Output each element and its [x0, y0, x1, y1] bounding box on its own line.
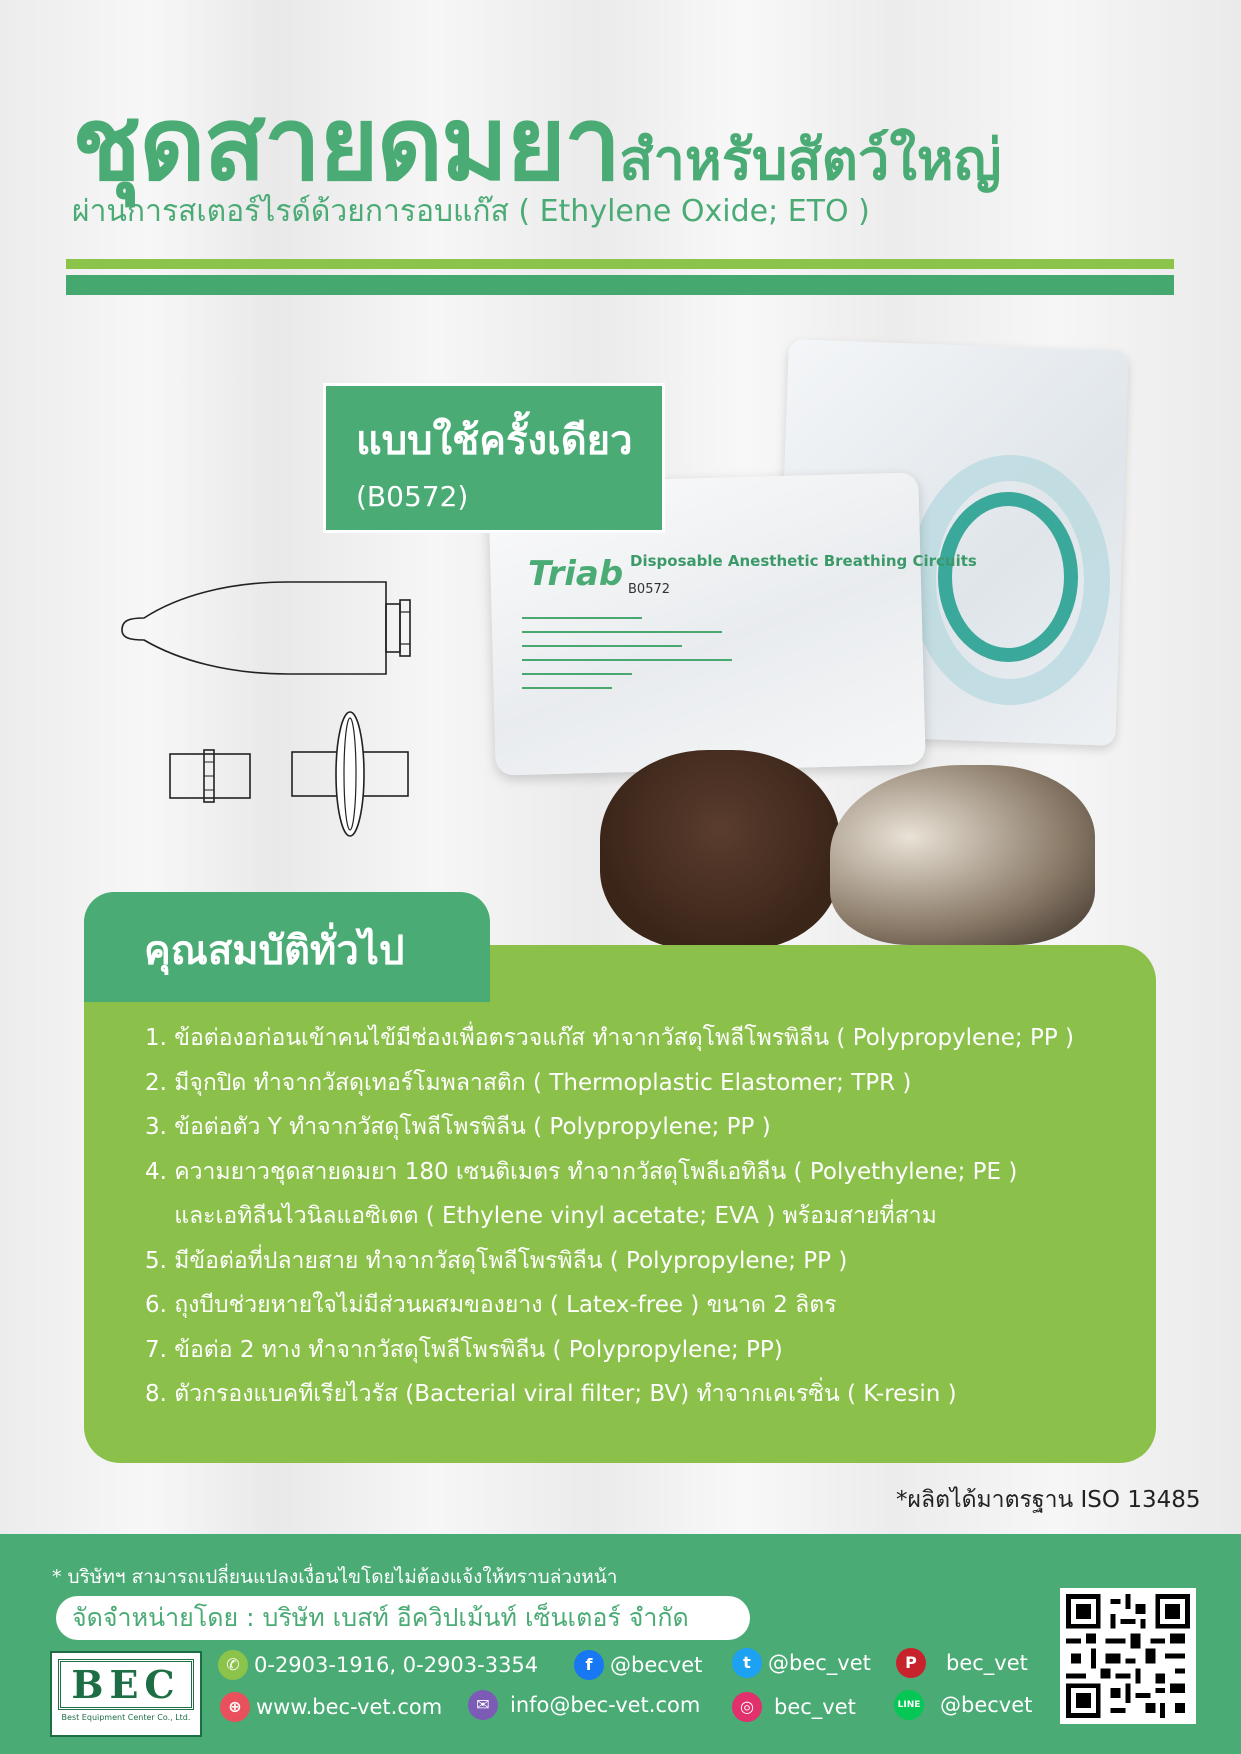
instagram-link[interactable] [732, 1692, 856, 1722]
twitter-link[interactable] [732, 1648, 871, 1678]
line-handle: @becvet [940, 1693, 1033, 1717]
footer-note: * บริษัทฯ สามารถเปลี่ยนแปลงเงื่อนไขโดยไม่ต้องแจ้งให้ทราบล่วงหน้า [52, 1566, 618, 1588]
logo-subtext: Best Equipment Center Co., Ltd. [61, 1713, 191, 1722]
website-url: www.bec-vet.com [256, 1695, 443, 1719]
facebook-link[interactable] [574, 1650, 702, 1680]
package-code: B0572 [628, 582, 671, 597]
phone-contact[interactable] [218, 1650, 538, 1680]
spec-item: 5. มีข้อต่อที่ปลายสาย ทำจากวัสดุโพลีโพรพิลีน ( Polypropylene; PP ) [145, 1247, 848, 1274]
spec-item: 4. ความยาวชุดสายดมยา 180 เซนติเมตร ทำจากวัสดุโพลีเอทิลีน ( Polyethylene; PE ) [145, 1158, 1018, 1185]
dog-photo [600, 750, 840, 950]
package-brand: Triab [528, 554, 624, 594]
specs-list [145, 1016, 1074, 1417]
product-code: (B0572) [356, 480, 469, 513]
twitter-handle: @bec_vet [768, 1651, 871, 1675]
pinterest-handle: bec_vet [946, 1651, 1028, 1675]
line-icon: LINE [894, 1690, 924, 1720]
iso-standard: *ผลิตได้มาตรฐาน ISO 13485 [896, 1487, 1201, 1513]
package-title: Disposable Anesthetic Breathing Circuits [630, 552, 977, 570]
line-link[interactable] [894, 1690, 1032, 1720]
phone-icon: ✆ [218, 1650, 248, 1680]
twitter-icon: t [732, 1648, 762, 1678]
globe-icon: ⊕ [220, 1692, 250, 1722]
phone-number: 0-2903-1916, 0-2903-3354 [254, 1653, 539, 1677]
single-use-label: แบบใช้ครั้งเดียว [356, 418, 633, 464]
instagram-icon: ◎ [732, 1692, 762, 1722]
qr-code-image [1066, 1594, 1190, 1718]
package-label-lines [522, 612, 742, 696]
spec-item: และเอทิลีนไวนิลแอซิเตต ( Ethylene vinyl acetate; EVA ) พร้อมสายที่สาม [145, 1203, 937, 1229]
bec-logo [50, 1651, 202, 1737]
spec-item: 2. มีจุกปิด ทำจากวัสดุเทอร์โมพลาสติก ( Thermoplastic Elastomer; TPR ) [145, 1069, 912, 1096]
page-subtitle: ผ่านการสเตอร์ไรด์ด้วยการอบแก๊ส ( Ethylene Oxide; ETO ) [72, 194, 870, 229]
spec-item: 1. ข้อต่องอก่อนเข้าคนไข้มีช่องเพื่อตรวจแก๊ส ทำจากวัสดุโพลีโพรพิลีน ( Polypropylene; PP ) [145, 1025, 1075, 1051]
spec-item: 7. ข้อต่อ 2 ทาง ทำจากวัสดุโพลีโพรพิลีน ( Polypropylene; PP) [145, 1336, 783, 1363]
pinterest-link[interactable] [896, 1648, 1028, 1678]
logo-text: BEC [58, 1659, 194, 1710]
spec-item: 8. ตัวกรองแบคทีเรียไวรัส (Bacterial viral filter; BV) ทำจากเคเรซิ่น ( K-resin ) [145, 1381, 957, 1407]
single-use-tag [323, 383, 665, 533]
facebook-handle: @becvet [610, 1653, 703, 1677]
filter-drawing [288, 708, 412, 840]
connector-drawing [166, 748, 256, 804]
cat-photo [830, 765, 1095, 945]
instagram-handle: bec_vet [774, 1695, 856, 1719]
spec-item: 6. ถุงบีบช่วยหายใจไม่มีส่วนผสมของยาง ( Latex-free ) ขนาด 2 ลิตร [145, 1292, 837, 1318]
title-main: ชุดสายดมยา [72, 85, 620, 204]
divider-thin [66, 259, 1174, 269]
pinterest-icon: P [896, 1648, 926, 1678]
distributor-label: จัดจำหน่ายโดย : บริษัท เบสท์ อีควิปเม้นท์ เซ็นเตอร์ จำกัด [56, 1596, 750, 1640]
website-link[interactable] [220, 1692, 442, 1722]
facebook-icon: f [574, 1650, 604, 1680]
tubing-inner [938, 492, 1078, 662]
title-suffix: สำหรับสัตว์ใหญ่ [619, 128, 1002, 193]
divider-thick [66, 275, 1174, 295]
mail-icon: ✉ [468, 1690, 498, 1720]
spec-item: 3. ข้อต่อตัว Y ทำจากวัสดุโพลีโพรพิลีน ( Polypropylene; PP ) [145, 1114, 771, 1140]
qr-code[interactable] [1060, 1588, 1196, 1724]
email-link[interactable] [468, 1690, 700, 1720]
email-address: info@bec-vet.com [510, 1693, 701, 1717]
specs-heading: คุณสมบัติทั่วไป [144, 928, 405, 974]
breathing-bag-drawing [118, 578, 458, 678]
